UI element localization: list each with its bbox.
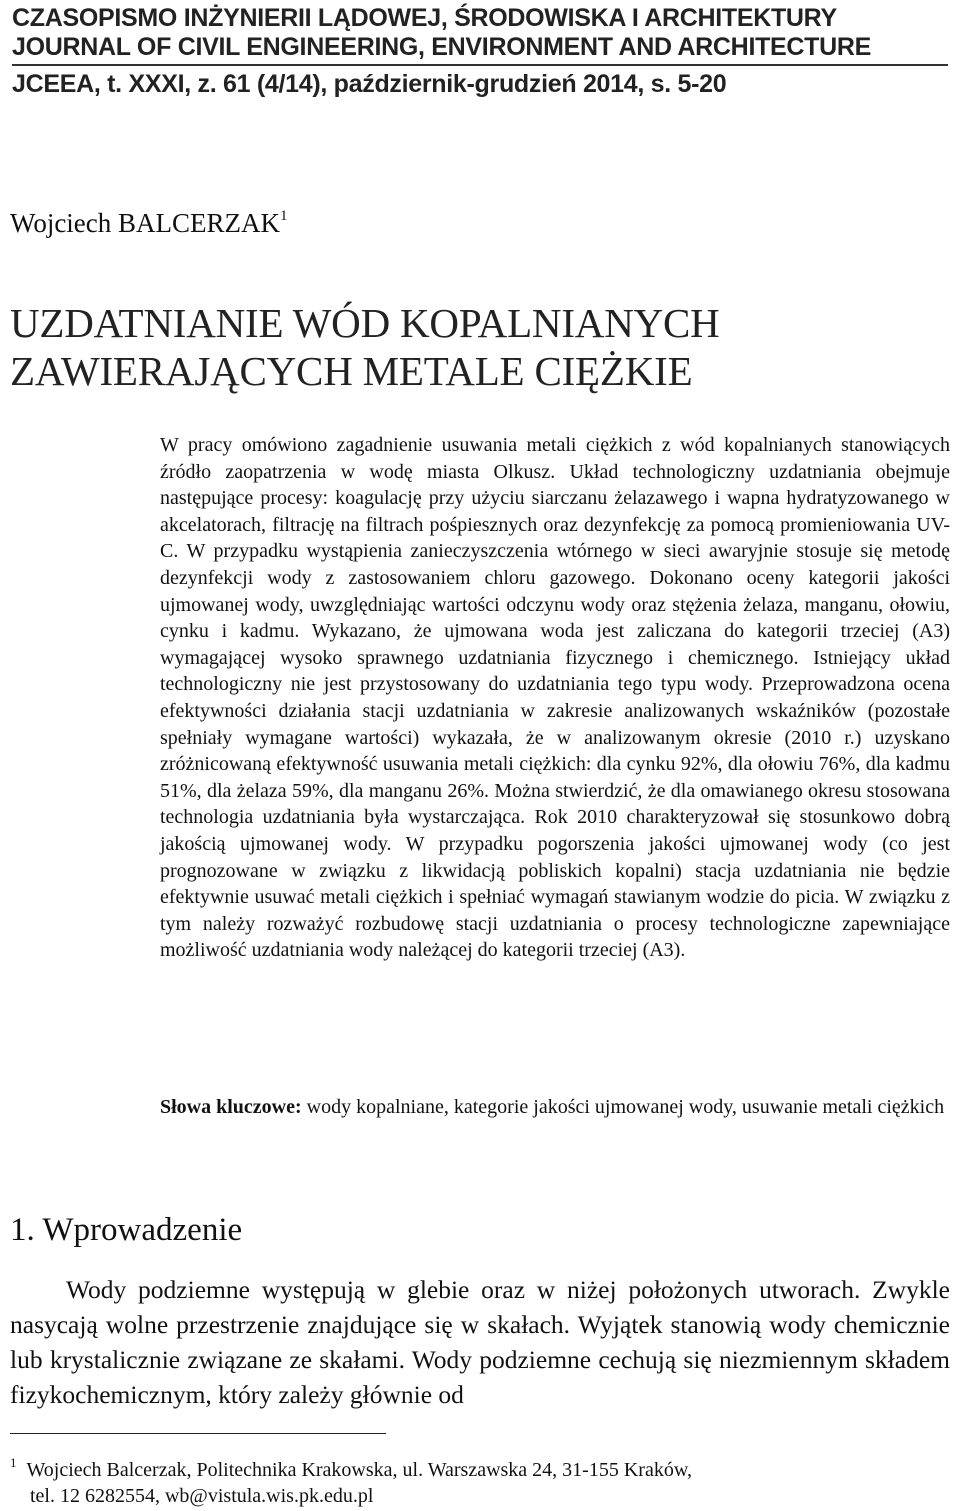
- keywords-text: wody kopalniane, kategorie jakości ujmowanej wody, usuwanie metali ciężkich: [301, 1096, 945, 1118]
- journal-name-polish: CZASOPISMO INŻYNIERII LĄDOWEJ, ŚRODOWISKA I ARCHITEKTURY: [12, 4, 837, 32]
- footnote-affiliation: Wojciech Balcerzak, Politechnika Krakowska, ul. Warszawska 24, 31-155 Kraków,: [26, 1459, 692, 1481]
- author: [10, 200, 288, 239]
- footnote: [10, 1450, 950, 1509]
- introduction-paragraph: Wody podziemne występują w glebie oraz w niżej położonych utworach. Zwykle nasycają wolne przestrzenie znajdujące się w skałach. Wyjątek stanowią wody chemicznie lub krystalicznie związane ze skałami. Wody podziemne cechują się niezmiennym składem fizykochemicznym, który zależy głównie od: [10, 1275, 950, 1409]
- author-footnote-mark: 1: [280, 208, 288, 224]
- abstract: W pracy omówiono zagadnienie usuwania metali ciężkich z wód kopalnianych stanowiących źródło zaopatrzenia w wodę miasta Olkusz. Układ technologiczny uzdatniania obejmuje następujące procesy: koagulację przy użyciu siarczanu żelazawego i wapna hydratyzowanego w akcelatorach, filtrację na filtrach pośpiesznych oraz dezynfekcję za pomocą promieniowania UV-C. W przypadku wystąpienia zanieczyszczenia wtórnego w sieci awaryjnie stosuje się metodę dezynfekcji wody z zastosowaniem chloru gazowego. Dokonano oceny kategorii jakości ujmowanej wody, uwzględniając wartości odczynu wody oraz stężenia żelaza, manganu, ołowiu, cynku i kadmu. Wykazano, że ujmowana woda jest zaliczana do kategorii trzeciej (A3) wymagającej wysoko sprawnego uzdatniania fizycznego i chemicznego. Istniejący układ technologiczny nie jest przystosowany do uzdatniania tego typu wody. Przeprowadzona ocena efektywności działania stacji uzdatniania w zakresie analizowanych wskaźników (pozostałe spełniały wymagane wartości) wykazała, że w analizowanym okresie (2010 r.) uzyskano zróżnicowaną efektywność usuwania metali ciężkich: dla cynku 92%, dla ołowiu 76%, dla kadmu 51%, dla żelaza 59%, dla manganu 26%. Można stwierdzić, że dla omawianego okresu stosowana technologia uzdatniania była wystarczająca. Rok 2010 charakteryzował się stosunkowo dobrą jakością ujmowanej wody. W przypadku pogorszenia jakości ujmowanej wody (co jest prognozowane w związku z likwidacją pobliskich kopalni) stacja uzdatniania nie będzie efektywnie usuwać metali ciężkich i spełniać wymagań stawianym wodzie do picia. W związku z tym należy rozważyć rozbudowę stacji uzdatniania o procesy technologiczne zapewniające możliwość uzdatniania wody należącej do kategorii trzeciej (A3).: [160, 434, 950, 962]
- footnote-mark: 1: [10, 1455, 17, 1470]
- paper-title: [10, 299, 950, 395]
- header-rule: [12, 64, 948, 66]
- journal-name-english: JOURNAL OF CIVIL ENGINEERING, ENVIRONMENT AND ARCHITECTURE: [12, 33, 872, 61]
- footnote-contact: tel. 12 6282554, wb@vistula.wis.pk.edu.pl: [30, 1485, 374, 1507]
- author-name: Wojciech BALCERZAK: [10, 208, 281, 238]
- keywords-label: Słowa kluczowe:: [160, 1096, 302, 1118]
- keywords: [160, 1094, 950, 1121]
- journal-issue-info: JCEEA, t. XXXI, z. 61 (4/14), październik-grudzień 2014, s. 5-20: [12, 70, 727, 98]
- footnote-line-1: [10, 1450, 950, 1483]
- footnote-rule: [10, 1433, 386, 1434]
- paper-title-line-1: UZDATNIANIE WÓD KOPALNIANYCH: [10, 300, 720, 346]
- paper-title-line-2: ZAWIERAJĄCYCH METALE CIĘŻKIE: [10, 348, 693, 394]
- section-heading-introduction: 1. Wprowadzenie: [10, 1212, 243, 1248]
- journal-header: [12, 4, 948, 99]
